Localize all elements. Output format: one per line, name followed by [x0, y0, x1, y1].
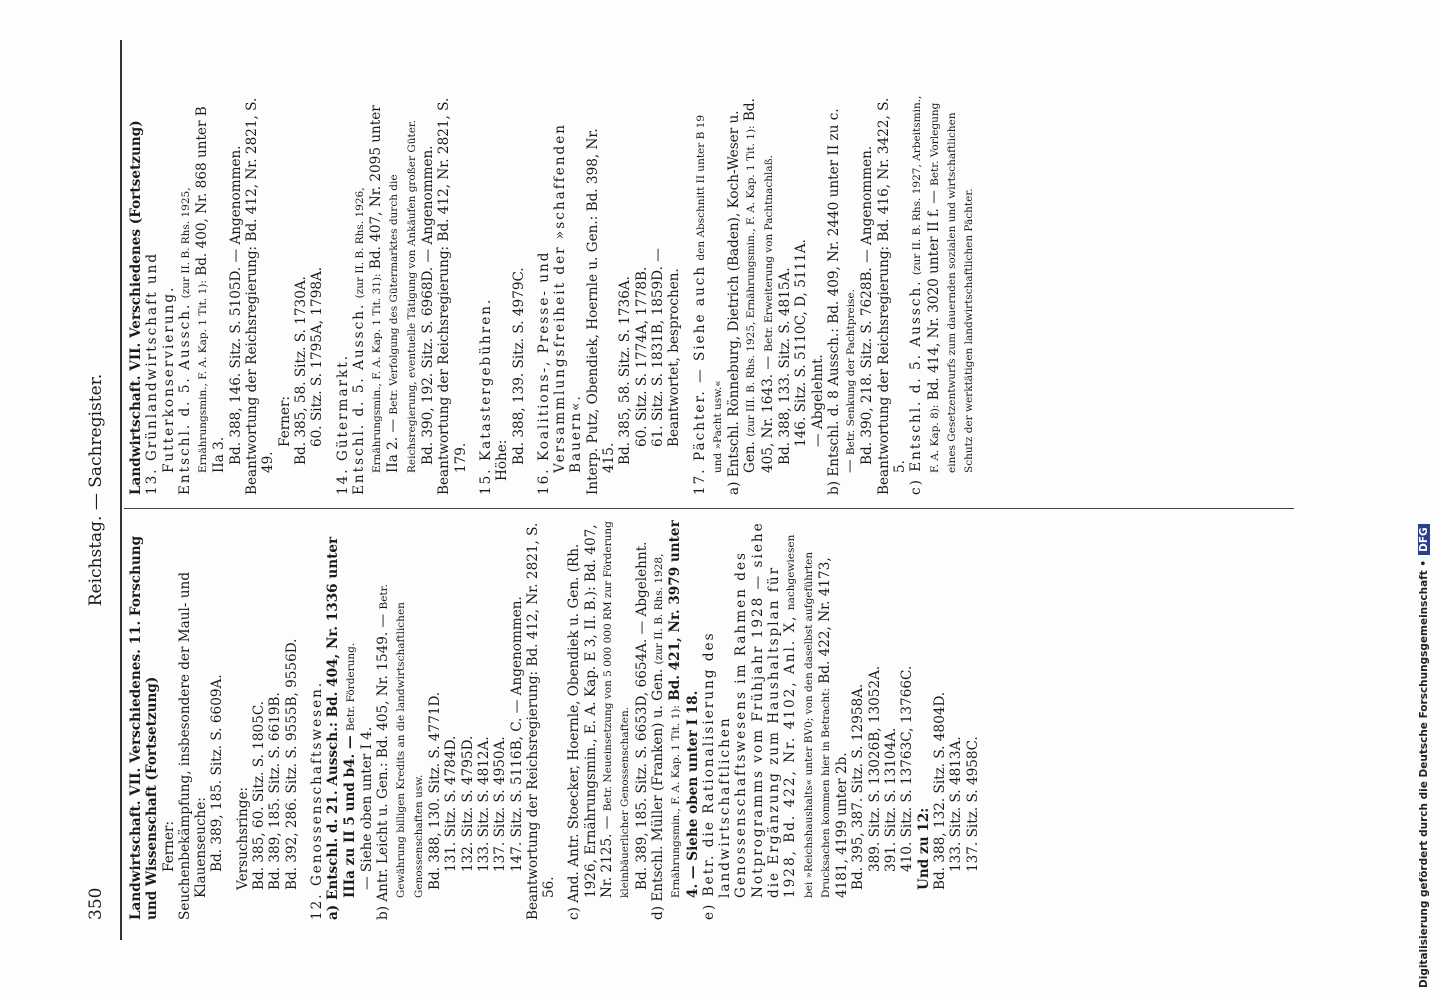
right-column: [128, 95, 978, 495]
entry-line: Bd. 385, 58. Sitz. S. 1736A.: [617, 276, 634, 465]
entry-line: Bd. 389, 185. Sitz. S. 6619B.: [267, 692, 284, 890]
entry-line: a) Entschl. Rönneburg, Dietrich (Baden), Koch-Weser u. Gen. (zur III. B. Rhs. 1925, Ernährungsmin., F. A. Kap. 1 Tit. 1): Bd. 405, Nr. 1643. — Betr. Erweiterung von Pachtnachlaß.: [726, 98, 776, 495]
entry-line: d) Entschl. Müller (Franken) u. Gen. (zur II. B. Rhs. 1928, Ernährungsmin., F. A. Kap. 1 Tit. 1): Bd. 421, Nr. 3979 unter 4. — Siehe oben unter I 18.: [649, 520, 701, 920]
entry-line: Bd. 389, 185. Sitz. S. 6609A.: [209, 674, 226, 872]
subsection-heading: 17. Pächter. — Siehe auch den Abschnitt II unter B 19 und »Pacht usw.«: [691, 114, 724, 495]
rotated-page: [80, 60, 1340, 920]
entry-line: Beantwortung der Reichsregierung: Bd. 416, Nr. 3422, S. 5.: [875, 97, 909, 495]
page-title: Reichstag. — Sachregister.: [86, 373, 106, 607]
credit-text: Digitalisierung gefördert durch die Deutsche Forschungsgemeinschaft •: [1418, 559, 1430, 988]
section-heading: Landwirtschaft. VII. Verschiedenes. 11. Forschung und Wissenschaft (Fortsetzung): [128, 535, 161, 920]
header-rule: [120, 40, 122, 940]
entry-line: Interp. Putz, Obendiek, Hoernle u. Gen.: Bd. 398, Nr. 415.: [584, 128, 618, 495]
entry-line: Beantwortung der Reichsregierung: Bd. 412, Nr. 2821, S. 56.: [524, 522, 558, 920]
dfg-logo: DFG: [1418, 524, 1430, 555]
entry-line: Entschl. d. 5. Aussch. (zur II. B. Rhs. 1926, Ernährungsmin., F. A. Kap. 1 Tit. 31): Bd. 407, Nr. 2095 unter IIa 2. — Betr. Verfolgung des Gütermarktes durch die Reichsregierung, eventuelle Tätigung von Ankäufen großer Güter.: [350, 105, 418, 495]
entry-line: 391. Sitz. S. 13104A.: [883, 727, 900, 872]
entry-line: 389. Sitz. S. 13026B, 13052A.: [866, 665, 883, 872]
entry-line: Ferner:: [160, 820, 177, 872]
entry-line: Beantwortung der Reichsregierung: Bd. 412, Nr. 2821, S. 49.: [244, 97, 277, 495]
digitization-credit: [1418, 524, 1430, 988]
entry-line: 147. Sitz. S. 5116B, C. — Angenommen.: [508, 596, 525, 872]
entry-line: 60. Sitz. S. 1774A, 1778B.: [633, 266, 650, 447]
entry-line: Seuchenbekämpfung, insbesondere der Maul- und Klauenseuche:: [176, 571, 210, 920]
left-column: [128, 520, 981, 920]
entry-line: Beantwortet, besprochen.: [666, 268, 683, 447]
subsection-heading: 12. Genossenschaftswesen.: [308, 680, 325, 920]
entry-line: Bd. 389, 185. Sitz. S. 6653D, 6654A. — Abgelehnt.: [633, 541, 650, 890]
entry-line: b) Entschl. d. 8 Aussch.: Bd. 409, Nr. 2440 unter II zu c. — Betr. Senkung der Pachtpreise.: [825, 108, 859, 495]
subsection-heading: 15. Katastergebühren.: [477, 297, 494, 495]
entry-line: Bd. 390, 192. Sitz. S. 6968D. — Angenommen.: [420, 145, 437, 465]
entry-line: e) Betr. die Rationalisierung des landwirtschaftlichen Genossenschaftswesens im Rahmen des Notprogramms vom Frühjahr 1928 — siehe die Ergänzung zum Haushaltsplan für 1928, Bd. 422, Nr. 4102, Anl. X, nachgewiesen bei »Reichshaushalts« unter BV0; von den daselbst aufgeführten Drucksachen kommen hier in Betracht: Bd. 422, Nr. 4173, 4181, 4199 unter 2b.: [700, 521, 851, 920]
subsection-heading: 16. Koalitions-, Presse- und Versammlungsfreiheit der »schaffenden Bauern«.: [535, 122, 585, 495]
entry-line: 137. Sitz. S. 4950A.: [492, 736, 509, 872]
entry-line: 137. Sitz. S. 4958C.: [964, 736, 981, 872]
entry-line: 131. Sitz. S. 4784D.: [443, 735, 460, 872]
entry-line: Bd. 385, 58. Sitz. S. 1730A.: [292, 276, 309, 465]
entry-line: Versuchsringe:: [234, 786, 251, 890]
entry-line: Und zu 12:: [915, 807, 932, 890]
entry-line: Bd. 388, 133. Sitz. S. 4815A.: [776, 267, 793, 465]
entry-line: 60. Sitz. S. 1795A, 1798A.: [309, 266, 326, 447]
entry-line: 61. Sitz. S. 1831B, 1859D. —: [649, 248, 666, 447]
subsection-heading: 13. Grünlandwirtschaft und Futterkonservierung.: [144, 251, 177, 495]
entry-line: 133. Sitz. S. 4812A.: [475, 736, 492, 872]
section-heading: Landwirtschaft. VII. Verschiedenes (Fortsetzung): [128, 120, 144, 495]
entry-line: Bd. 388, 130. Sitz. S. 4771D.: [427, 691, 444, 890]
entry-line: Bd. 388, 139. Sitz. S. 4979C.: [510, 267, 527, 465]
entry-line: 146. Sitz. S. 5110C, D, 5111A.: [793, 239, 810, 447]
entry-line: a) Entschl. d. 21. Aussch.: Bd. 404, Nr. 1336 unter IIIa zu II 5 und b4. — Betr. Förderung.: [325, 536, 358, 920]
entry-line: Höhe:: [494, 439, 511, 481]
entry-line: Entschl. d. 5. Aussch. (zur II. B. Rhs. 1925, Ernährungsmin., F. A. Kap. 1 Tit. 1): Bd. 400, Nr. 868 unter B IIa 3.: [176, 106, 228, 495]
entry-line: Bd. 392, 286. Sitz. S. 9555B, 9556D.: [283, 638, 300, 890]
entry-line: Beantwortung der Reichsregierung: Bd. 412, Nr. 2821, S. 179.: [436, 97, 469, 495]
entry-line: Bd. 390, 218. Sitz. S. 7628B. — Angenommen.: [859, 145, 876, 465]
entry-line: c) Entschl. d. 5. Aussch. (zur II. B. Rhs. 1927, Arbeitsmin., F. A. Kap. 8): Bd. 414, Nr. 3020 unter II f. — Betr. Vorlegung eines Gesetzentwurfs zum dauernden sozialen und wirtschaftlichen Schutz der werktätigen landwirtschaftlichen Pächter.: [908, 95, 976, 495]
entry-line: 410. Sitz. S. 13763C, 13766C.: [899, 665, 916, 872]
entry-line: — Siehe oben unter I 4.: [358, 726, 375, 890]
entry-line: Bd. 388, 146. Sitz. S. 5105D. — Angenommen.: [227, 145, 244, 465]
entry-line: Bd. 385, 60. Sitz. S. 1805C.: [251, 700, 268, 890]
page-number: 350: [86, 887, 106, 920]
entry-line: b) Antr. Leicht u. Gen.: Bd. 405, Nr. 1549. — Betr. Gewährung billigen Kredits an die landwirtschaftlichen Genossenschaften usw.: [375, 584, 425, 920]
entry-line: Ferner:: [276, 395, 293, 447]
entry-line: — Abgelehnt.: [809, 354, 826, 447]
entry-line: c) And. Antr. Stoecker, Hoernle, Obendiek u. Gen. (Rh. 1926, Ernährungsmin., E. A. Kap. E 3, II. B.): Bd. 407, Nr. 2125. — Betr. Neueinsetzung von 5 000 000 RM zur Förderung kleinbäuerlicher Genossenschaften.: [566, 521, 632, 920]
entry-line: 133. Sitz. S. 4813A.: [948, 736, 965, 872]
entry-line: Bd. 388, 132. Sitz. S. 4804D.: [931, 691, 948, 890]
entry-line: Bd. 395, 387. Sitz. S. 12958A.: [850, 683, 867, 890]
entry-line: 132. Sitz. S. 4795D.: [459, 735, 476, 872]
subsection-heading: 14. Gütermarkt.: [334, 353, 351, 495]
page-header: [80, 60, 114, 920]
column-divider: [124, 508, 1294, 509]
